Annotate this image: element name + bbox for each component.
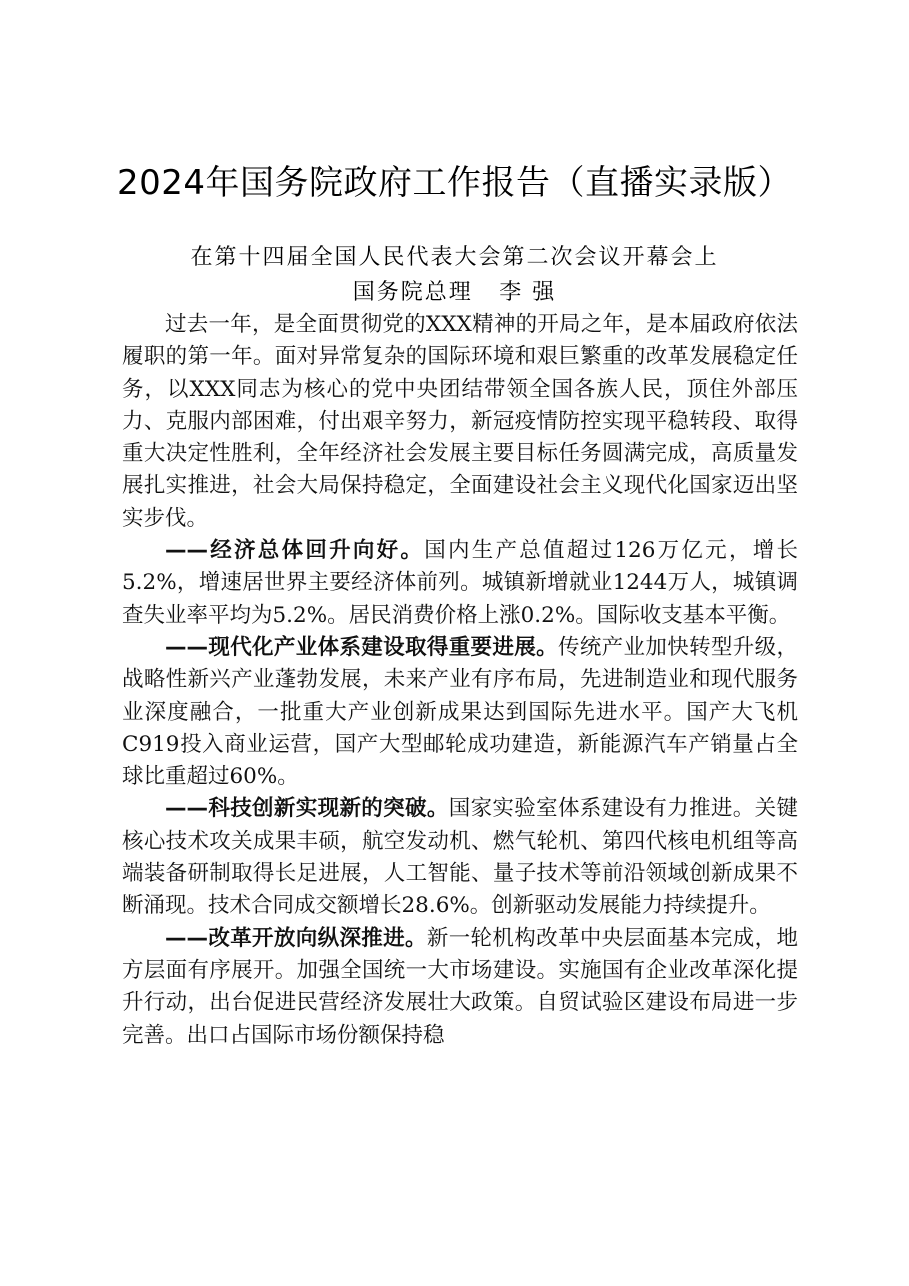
speaker-line (0, 277, 909, 309)
paragraph-economy (122, 535, 798, 632)
paragraph-lead: ——科技创新实现新的突破。 (165, 796, 449, 822)
paragraph-lead: ——经济总体回升向好。 (165, 538, 425, 564)
paragraph-text: 国内生产总值超过126万亿元，增长5.2%，增速居世界主要经济体前列。城镇新增就业1244万人，城镇调查失业率平均为5.2%。居民消费价格上涨0.2%。国际收支基本平衡。 (122, 538, 798, 628)
speaker-role: 国务院总理 (352, 280, 473, 305)
paragraph-intro (122, 309, 798, 535)
paragraph-text: 传统产业加快转型升级，战略性新兴产业蓬勃发展，未来产业有序布局，先进制造业和现代服务业深度融合，一批重大产业创新成果达到国际先进水平。国产大飞机C919投入商业运营，国产大型邮轮成功建造，新能源汽车产销量占全球比重超过60%。 (122, 634, 798, 790)
paragraph-industry (122, 632, 798, 793)
paragraph-lead: ——现代化产业体系建设取得重要进展。 (165, 634, 558, 660)
paragraph-reform (122, 923, 798, 1052)
paragraph-text: 国家实验室体系建设有力推进。关键核心技术攻关成果丰硕，航空发动机、燃气轮机、第四代核电机组等高端装备研制取得长足进展，人工智能、量子技术等前沿领域创新成果不断涌现。技术合同成交额增长28.6%。创新驱动发展能力持续提升。 (122, 796, 798, 919)
speaker-name: 李 强 (499, 280, 557, 305)
paragraph-text: 过去一年，是全面贯彻党的XXX精神的开局之年，是本届政府依法履职的第一年。面对异常复杂的国际环境和艰巨繁重的改革发展稳定任务，以XXX同志为核心的党中央团结带领全国各族人民，顶住外部压力、克服内部困难，付出艰辛努力，新冠疫情防控实现平稳转段、取得重大决定性胜利，全年经济社会发展主要目标任务圆满完成，高质量发展扎实推进，社会大局保持稳定，全面建设社会主义现代化国家迈出坚实步伐。 (122, 312, 798, 531)
document-subtitle: 在第十四届全国人民代表大会第二次会议开幕会上 (190, 245, 719, 270)
document-title: 2024年国务院政府工作报告（直播实录版） (116, 163, 793, 203)
paragraph-technology (122, 793, 798, 922)
paragraph-text: 新一轮机构改革中央层面基本完成，地方层面有序展开。加强全国统一大市场建设。实施国有企业改革深化提升行动，出台促进民营经济发展壮大政策。自贸试验区建设布局进一步完善。出口占国际市场份额保持稳 (122, 925, 798, 1048)
paragraph-lead: ——改革开放向纵深推进。 (165, 925, 427, 951)
report-body (122, 309, 798, 1052)
